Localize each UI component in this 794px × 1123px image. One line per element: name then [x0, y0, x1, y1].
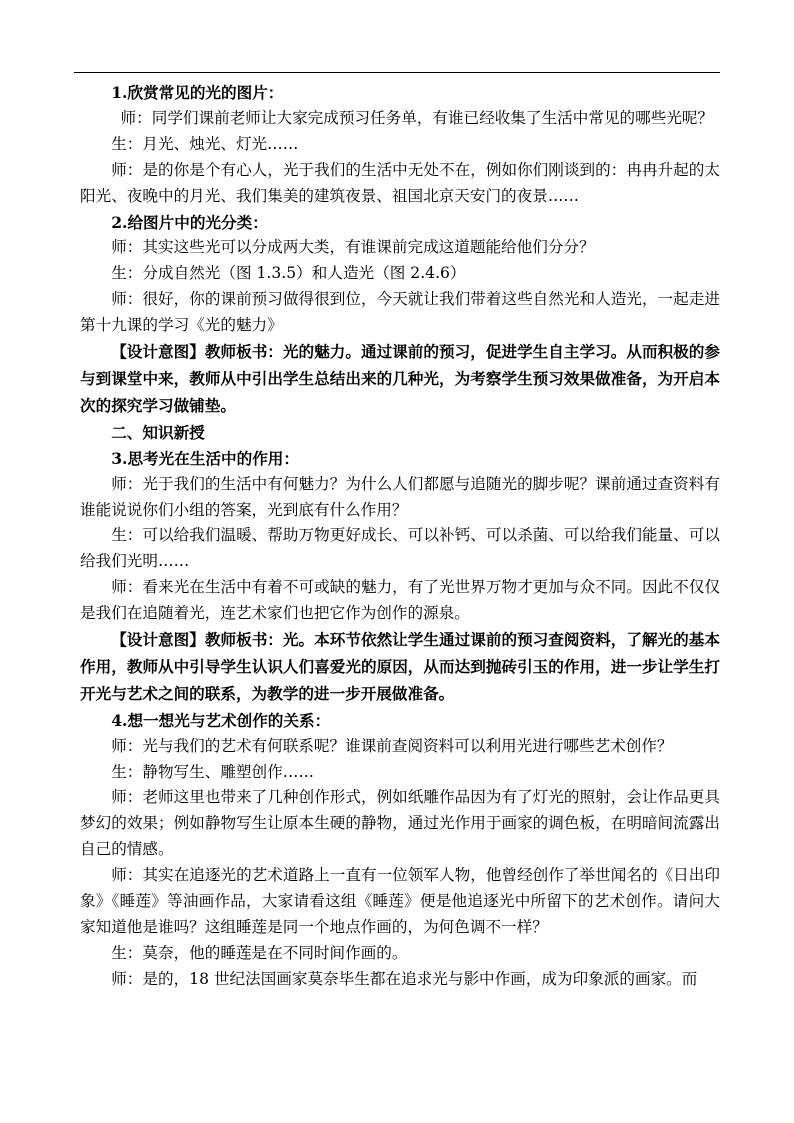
paragraph-teacher-4: 师：很好，你的课前预习做得很到位，今天就让我们带着这些自然光和人造光，一起走进第十九课的学习《光的魅力》 — [80, 290, 720, 335]
header-rule — [74, 72, 720, 73]
paragraph-teacher-1: 师：同学们课前老师让大家完成预习任务单，有谁已经收集了生活中常见的哪些光呢？ — [120, 108, 714, 127]
section-heading-classify: 2.给图片中的光分类： — [111, 212, 268, 232]
paragraph-teacher-7: 师：光与我们的艺术有何联系呢？谁课前查阅资料可以利用光进行哪些艺术创作？ — [111, 736, 673, 755]
design-intent-2 — [80, 627, 720, 708]
document-body — [80, 80, 720, 993]
paragraph-student-3: 生：可以给我们温暖、帮助万物更好成长、可以补钙、可以杀菌、可以给我们能量、可以给我们光明…… — [80, 526, 720, 571]
paragraph-teacher-6: 师：看来光在生活中有着不可或缺的魅力，有了光世界万物才更加与众不同。因此不仅仅是我们在追随着光，连艺术家们也把它作为创作的源泉。 — [80, 578, 720, 623]
paragraph-teacher-5: 师：光于我们的生活中有何魅力？为什么人们都愿与追随光的脚步呢？课前通过查资料有谁能说说你们小组的答案，光到底有什么作用？ — [80, 474, 720, 519]
design-intent-text: 教师板书：光的魅力。通过课前的预习，促进学生自主学习。从而积极的参与到课堂中来，教师从中引出学生总结出来的几种光，为考察学生预习效果做准备，为开启本次的探究学习做铺垫。 — [80, 342, 720, 415]
paragraph-teacher-2: 师：是的你是个有心人，光于我们的生活中无处不在，例如你们刚谈到的：冉冉升起的太阳光、夜晚中的月光、我们集美的建筑夜景、祖国北京天安门的夜景…… — [80, 160, 720, 205]
paragraph-student-5: 生：莫奈，他的睡莲是在不同时间作画的。 — [111, 943, 408, 962]
paragraph-teacher-8: 师：老师这里也带来了几种创作形式，例如纸雕作品因为有了灯光的照射，会让作品更具梦幻的效果；例如静物写生让原本生硬的静物，通过光作用于画家的调色板，在明暗间流露出自己的情感。 — [80, 788, 720, 859]
paragraph-teacher-3: 师：其实这些光可以分成两大类，有谁课前完成这道题能给他们分分？ — [111, 238, 595, 257]
design-intent-label: 【设计意图】 — [111, 630, 205, 650]
paragraph-student-2: 生：分成自然光（图 1.3.5）和人造光（图 2.4.6） — [111, 264, 466, 283]
design-intent-1 — [80, 339, 720, 420]
design-intent-label: 【设计意图】 — [111, 342, 205, 362]
paragraph-student-1: 生：月光、烛光、灯光…… — [111, 134, 299, 153]
design-intent-text: 教师板书：光。本环节依然让学生通过课前的预习查阅资料，了解光的基本作用，教师从中引导学生认识人们喜爱光的原因，从而达到抛砖引玉的作用，进一步让学生打开光与艺术之间的联系，为教学的进一步开展做准备。 — [80, 630, 720, 703]
paragraph-teacher-9: 师：其实在追逐光的艺术道路上一直有一位领军人物，他曾经创作了举世闻名的《日出印象》《睡莲》等油画作品，大家请看这组《睡莲》便是他追逐光中所留下的艺术创作。请问大家知道他是谁吗？这组睡莲是同一个地点作画的，为何色调不一样？ — [80, 866, 720, 936]
section-heading-role-of-light: 3.思考光在生活中的作用： — [111, 448, 299, 468]
section-heading-appreciate: 1.欣赏常见的光的图片： — [111, 83, 284, 102]
paragraph-teacher-10: 师：是的，18 世纪法国画家莫奈毕生都在追求光与影中作画，成为印象派的画家。而 — [111, 969, 698, 988]
section-heading-light-and-art: 4.想一想光与艺术创作的关系： — [111, 710, 331, 730]
section-heading-new-knowledge: 二、知识新授 — [111, 422, 205, 442]
paragraph-student-4: 生：静物写生、雕塑创作…… — [111, 762, 314, 781]
